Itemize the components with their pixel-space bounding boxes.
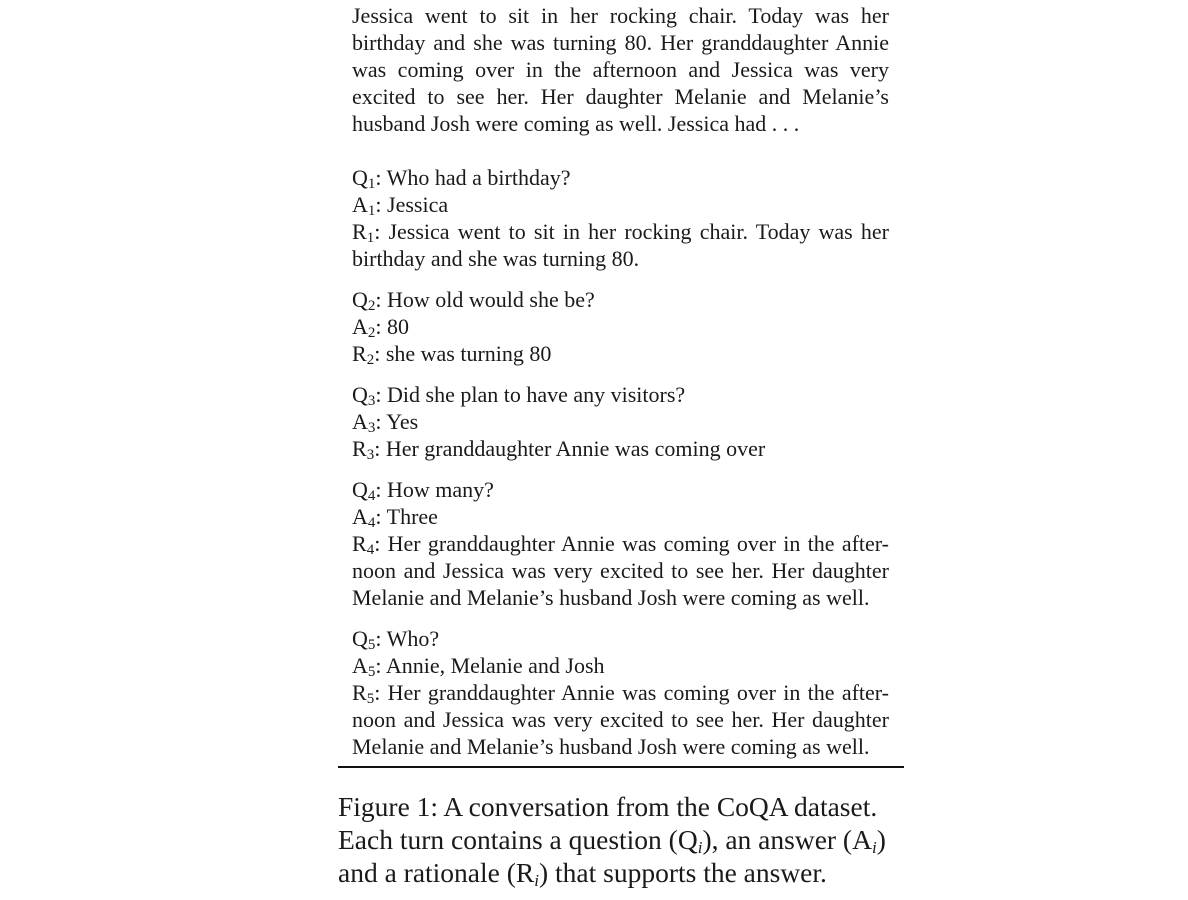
caption-line-2: Each turn contains a question $(Q_i)$, an answer $(A_i)$ [338, 824, 886, 857]
story-passage: Jessica went to sit in her rocking chair. Today was her birthday and she was turning 80. Her granddaughter Annie was coming over in the afternoon and Jessica was very excited to see her. Her daughter Melanie and Melanie’s husband Josh were coming as well. Jessica had . . . [352, 3, 889, 136]
rationale-2: $R_2$: she was turning 80 [352, 341, 552, 368]
figure-bottom-rule [338, 766, 904, 768]
answer-1: $A_1$: Jessica [352, 192, 449, 219]
rationale-5: $R_5$: Her granddaughter Annie was coming over in the after-noon and Jessica was very excited to see her. Her daughter Melanie and Melanie’s husband Josh were coming as well. [352, 680, 889, 759]
question-5: $Q_5$: Who? [352, 626, 440, 653]
turn-2 [352, 286, 889, 367]
turn-4 [352, 476, 889, 611]
turn-3 [352, 381, 889, 462]
question-1: $Q_1$: Who had a birthday? [352, 165, 571, 192]
rationale-4: $R_4$: Her granddaughter Annie was coming over in the after-noon and Jessica was very excited to see her. Her daughter Melanie and Melanie’s husband Josh were coming as well. [352, 531, 889, 610]
figure-1 [338, 0, 904, 890]
turn-1 [352, 164, 889, 272]
question-3: $Q_3$: Did she plan to have any visitors? [352, 382, 686, 409]
figure-caption [338, 790, 904, 889]
caption-line-1: Figure 1: A conversation from the CoQA dataset. [338, 791, 878, 822]
answer-4: $A_4$: Three [352, 504, 438, 531]
question-2: $Q_2$: How old would she be? [352, 287, 595, 314]
rationale-3: $R_3$: Her granddaughter Annie was coming over [352, 436, 766, 463]
conversation-box [352, 0, 889, 760]
answer-5: $A_5$: Annie, Melanie and Josh [352, 653, 605, 680]
answer-3: $A_3$: Yes [352, 409, 419, 436]
question-4: $Q_4$: How many? [352, 477, 494, 504]
answer-2: $A_2$: 80 [352, 314, 410, 341]
caption-line-3: and a rationale $(R_i)$ that supports the answer. [338, 857, 827, 890]
turn-5 [352, 625, 889, 760]
rationale-1: $R_1$: Jessica went to sit in her rocking chair. Today was her birthday and she was turning 80. [352, 219, 889, 271]
